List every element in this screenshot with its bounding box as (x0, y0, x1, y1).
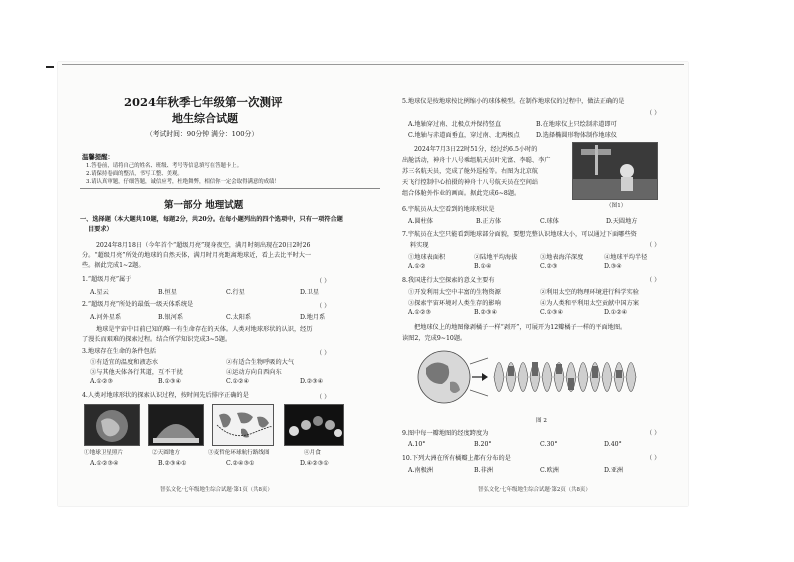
q7-item-2: ②陆地平均海拔 (474, 254, 518, 261)
q4-caption-3: ③麦哲伦环球航行路线图 (208, 450, 270, 456)
q10-stem: 10.下列大洲在所有橘瓣上都有分布的是 (402, 455, 511, 462)
q7-stem: 7.宇航员在太空只能看到地球部分面貌，要想完整认识地球大小，可以通过下面哪些资 (402, 231, 637, 238)
q7-option-d[interactable]: D.③④ (604, 263, 622, 270)
q7-item-3: ③地表海洋深度 (540, 254, 584, 261)
q8-item-3: ③探索宇宙环境对人类生存的影响 (408, 300, 501, 307)
q3-option-b[interactable]: B.①③④ (158, 378, 182, 385)
q7-item-1: ①地球表面积 (408, 254, 446, 261)
q7-item-4: ④地球平均半径 (604, 254, 648, 261)
q10-option-c[interactable]: C.欧洲 (540, 467, 559, 474)
passage3-line2: 出舱活动，神舟十八号乘组航天员叶光富、李聪、李广 (402, 157, 551, 164)
exam-info: （考试时间：90分钟 满分：100分） (146, 130, 259, 138)
q6-option-b[interactable]: B.正方体 (476, 218, 502, 225)
q4-caption-2: ②天圆地方 (152, 450, 180, 456)
q4-stem: 4.人类对地球形状的探索认识过程，按时间先后排序正确的是 (82, 392, 249, 399)
q2-option-a[interactable]: A.河外星系 (90, 314, 122, 321)
earth-globe-icon (85, 405, 139, 445)
passage3-line4: 天飞行控制中心拍摄的神舟十八号航天员在空间站 (402, 179, 539, 186)
astronaut-icon (573, 143, 657, 199)
q1-option-b[interactable]: B.恒星 (158, 289, 177, 296)
q4-caption-1: ①地球卫星照片 (84, 450, 124, 456)
q9-stem: 9.图中每一瓣地图的经度跨度为 (402, 430, 489, 437)
passage3-line3: 苏三名航天员，完成了舱外巡检等。右图为北京航 (402, 168, 539, 175)
q9-option-c[interactable]: C.30° (540, 441, 558, 448)
q5-answer-blank[interactable]: （ ） (646, 110, 661, 117)
q7-stem-cont: 料实现 (410, 242, 429, 249)
part-title: 第一部分 地理试题 (164, 200, 244, 211)
passage2-line1: 地球是宇宙中目前已知的唯一有生命存在的天体。人类对地球形状的认识，经历 (96, 326, 313, 333)
q10-option-d[interactable]: D.亚洲 (604, 467, 624, 474)
q3-item-1: ①有适宜的温度和液态水 (90, 359, 159, 366)
figure2-globe-peel (412, 344, 652, 410)
exam-title: 2024年秋季七年级第一次测评 (124, 95, 283, 109)
q3-stem: 3.地球存在生命的条件包括 (82, 348, 156, 355)
q4-option-c[interactable]: C.②④③① (226, 460, 255, 467)
figure1-label: （图1） (606, 203, 627, 209)
q1-stem: 1.“超级月亮”属于 (82, 276, 132, 283)
world-map-icon (213, 405, 273, 445)
q5-option-a[interactable]: A.地轴穿过南、北极点并保持竖直 (408, 121, 502, 128)
q8-option-d[interactable]: D.①②④ (604, 309, 628, 316)
q9-answer-blank[interactable]: （ ） (646, 430, 661, 437)
divider (80, 188, 380, 189)
sky-dome-photo (148, 404, 204, 446)
q5-stem: 5.地球仪是按地球按比例缩小的球体模型。在制作地球仪的过程中，做法正确的是 (402, 98, 625, 105)
q6-option-a[interactable]: A.圆柱体 (408, 218, 433, 225)
q1-option-d[interactable]: D.卫星 (300, 289, 320, 296)
lunar-eclipse-photo (284, 404, 344, 446)
q2-option-d[interactable]: D.地月系 (300, 314, 326, 321)
q6-stem: 6.宇航员从太空看到的地球形状是 (402, 206, 495, 213)
dome-icon (149, 405, 203, 445)
q1-option-c[interactable]: C.行星 (226, 289, 245, 296)
q3-item-3: ③与其他天体各行其道，互不干扰 (90, 369, 183, 376)
q2-answer-blank[interactable]: （ ） (316, 303, 331, 310)
q2-stem: 2.“超级月亮”所处的最低一级天体系统是 (82, 301, 194, 308)
q8-stem: 8.我国进行太空探索的意义主要有 (402, 277, 495, 284)
notice-2: 2.请保持卷面的整洁，书写工整、美观。 (86, 171, 183, 177)
q5-option-d[interactable]: D.选择椭圆形物体制作地球仪 (536, 132, 617, 139)
q8-item-1: ①开发利用太空中丰富的生物资源 (408, 289, 501, 296)
figure2-label: 图 2 (536, 418, 547, 424)
q3-item-2: ②有适合生物呼吸的大气 (226, 359, 295, 366)
q4-caption-4: ④月食 (304, 450, 321, 456)
q8-item-4: ④为人类和平利用太空贡献中国方案 (540, 300, 639, 307)
satellite-earth-photo (84, 404, 140, 446)
passage1-line3: 些。据此完成1~2题。 (82, 262, 145, 269)
q8-option-a[interactable]: A.①②③ (408, 309, 432, 316)
corner-mark (46, 66, 54, 68)
q8-answer-blank[interactable]: （ ） (646, 277, 661, 284)
astronaut-photo (572, 142, 658, 200)
q1-answer-blank[interactable]: （ ） (316, 278, 331, 285)
q3-option-d[interactable]: D.②③④ (300, 378, 324, 385)
q3-option-a[interactable]: A.①②③ (90, 378, 114, 385)
passage1-line2: 分。“超级月亮”所处的地球的自然天体，满月时月亮距离地球近，看上去比平时大一 (82, 252, 312, 259)
moon-phases-icon (285, 405, 343, 445)
q7-option-b[interactable]: B.①④ (474, 263, 492, 270)
passage3-line5: 组合体舱外作业的画面。据此完成6~8题。 (402, 190, 521, 197)
q8-item-2: ②利用太空的物理环境进行科学实验 (540, 289, 639, 296)
passage1-line1: 2024年8月18日（今年首个“超级月亮”现身夜空，满月时刻出现在20日2时26 (96, 242, 311, 249)
q4-answer-blank[interactable]: （ ） (316, 394, 331, 401)
section1-heading-cont: 目要求） (88, 226, 113, 233)
notice-title: 温馨提醒： (82, 153, 114, 161)
q9-option-b[interactable]: B.20° (474, 441, 492, 448)
q3-option-c[interactable]: C.①②④ (226, 378, 250, 385)
q1-option-a[interactable]: A.星云 (90, 289, 109, 296)
top-border (62, 64, 684, 65)
q5-option-c[interactable]: C.地轴与赤道面垂直，穿过南、北两极点 (408, 132, 520, 139)
notice-3: 3.请认真审题，仔细答题，诚信应考，杜绝舞弊，相信你一定会取得满意的成绩！ (86, 179, 280, 185)
q2-option-c[interactable]: C.太阳系 (226, 314, 252, 321)
q7-option-c[interactable]: C.②③ (540, 263, 558, 270)
q2-option-b[interactable]: B.银河系 (158, 314, 184, 321)
passage3-line1: 2024年7月3日22时51分，经过约6.5小时的 (414, 146, 538, 153)
passage4-line1: 把地球仪上的地图像剥橘子一样“剥开”，可展开为12瓣橘子一样的平面地图。 (414, 324, 627, 331)
q4-option-a[interactable]: A.①②③④ (90, 460, 119, 467)
q9-option-a[interactable]: A.10° (408, 441, 426, 448)
passage2-line2: 了漫长而艰难的探索过程。结合所学知识完成3~5题。 (82, 336, 232, 343)
right-footer: 智弘文化·七年级地生综合试题·第2页（共8页） (478, 487, 591, 493)
passage4-line2: 读图2，完成9~10题。 (402, 335, 467, 342)
q9-option-d[interactable]: D.40° (604, 441, 622, 448)
q10-option-a[interactable]: A.南极洲 (408, 467, 433, 474)
q10-answer-blank[interactable]: （ ） (646, 455, 661, 462)
q8-option-c[interactable]: C.①③④ (540, 309, 564, 316)
q7-answer-blank[interactable]: （ ） (646, 242, 661, 249)
notice-1: 1.答卷前，请将自己的姓名、班级、考号等信息填写在答题卡上。 (86, 163, 243, 169)
q4-option-d[interactable]: D.④②③① (300, 460, 329, 467)
q4-option-b[interactable]: B.②③④① (158, 460, 187, 467)
left-footer: 智弘文化·七年级地生综合试题·第1页（共8页） (160, 487, 273, 493)
q10-option-b[interactable]: B.非洲 (474, 467, 493, 474)
globe-peel-icon (412, 344, 652, 410)
magellan-route-map (212, 404, 274, 446)
q5-option-b[interactable]: B.在地球仪上只绘制赤道即可 (536, 121, 617, 128)
q8-option-b[interactable]: B.②③④ (474, 309, 498, 316)
q6-option-c[interactable]: C.球体 (540, 218, 559, 225)
q3-answer-blank[interactable]: （ ） (316, 350, 331, 357)
q6-option-d[interactable]: D.天圆地方 (606, 218, 638, 225)
q3-item-4: ④运动方向自西向东 (226, 369, 282, 376)
exam-subtitle: 地生综合试题 (172, 112, 238, 125)
section1-heading: 一、选择题（本大题共10题，每题2分，共20分。在每小题列出的四个选项中，只有一项符合题 (80, 216, 343, 223)
q7-option-a[interactable]: A.①② (408, 263, 426, 270)
